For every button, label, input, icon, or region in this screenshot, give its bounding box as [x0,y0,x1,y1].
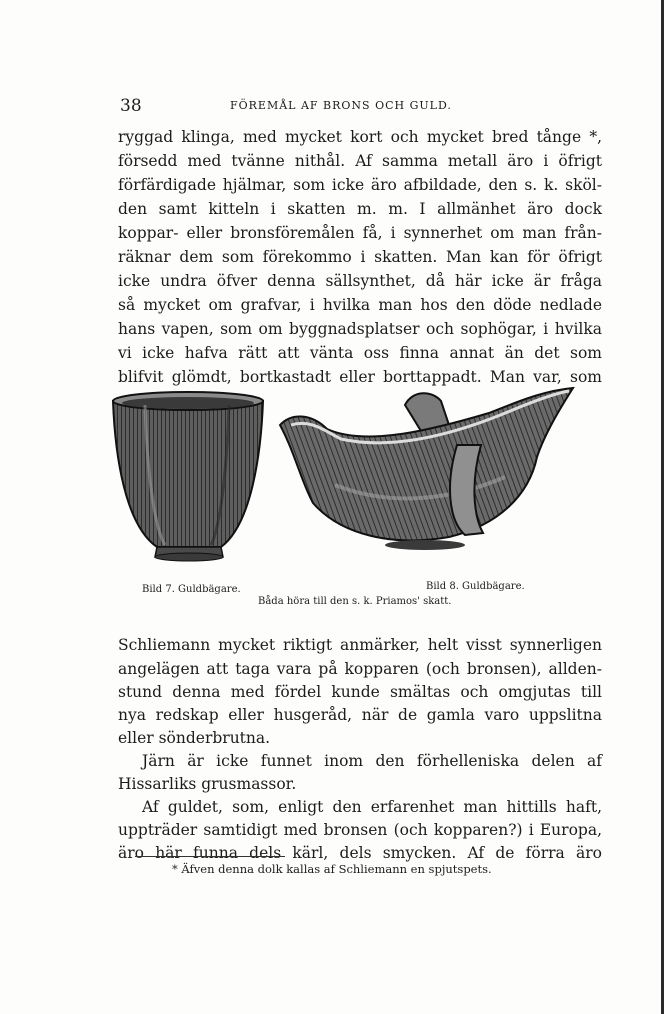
figure-gold-cups [105,385,605,607]
text-line: icke undra öfver denna sällsynthet, då här icke är fråga [118,272,602,290]
text-line: den samt kitteln i skatten m. m. I allmänhet äro dock [118,200,602,218]
text-line: uppträder samtidigt med bronsen (och kopparen?) i Europa, [118,821,602,839]
text-line: vi icke hafva rätt att vänta oss finna annat än det som [118,344,602,362]
cup-illustration [113,392,263,561]
text-line: angelägen att taga vara på kopparen (och bronsen), allden- [118,660,602,678]
text-line: räknar dem som förekommo i skatten. Man kan för öfrigt [118,248,602,266]
text-line: eller sönderbrutna. [118,729,271,747]
text-line: koppar- eller bronsföremålen få, i synnerhet om man från- [118,224,602,242]
text-line: ryggad klinga, med mycket kort och mycket bred tånge *, [118,128,602,146]
text-line: förfärdigade hjälmar, som icke äro afbildade, den s. k. sköl- [118,176,602,194]
text-line: så mycket om grafvar, i hvilka man hos den döde nedlade [118,296,602,314]
text-line: nya redskap eller husgeråd, när de gamla varo uppslitna [118,706,602,724]
footnote-divider [135,856,285,857]
text-line: äro här funna dels kärl, dels smycken. Af de förra äro [118,844,602,862]
figure-illustration [105,385,605,585]
text-line: Hissarliks grusmassor. [118,775,297,793]
text-line: hans vapen, som om byggnadsplatser och sophögar, i hvilka [118,320,602,338]
text-line: försedd med tvänne nithål. Af samma metall äro i öfrigt [118,152,602,170]
footnote: * Äfven denna dolk kallas af Schliemann en spjutspets. [172,862,492,876]
caption-shared: Båda höra till den s. k. Priamos' skatt. [258,596,452,607]
page-header [120,96,600,116]
running-head: FÖREMÅL AF BRONS OCH GULD. [230,99,452,112]
text-line: Schliemann mycket riktigt anmärker, helt visst synnerligen [118,636,602,654]
caption-bild-8: Bild 8. Guldbägare. [426,581,525,592]
text-line: stund denna med fördel kunde smältas och omgjutas till [118,683,602,701]
caption-bild-7: Bild 7. Guldbägare. [142,584,241,595]
text-line: Af guldet, som, enligt den erfarenhet man hittills haft, [142,798,602,816]
boat-cup-illustration [280,388,573,550]
page-number: 38 [120,96,142,116]
text-line: blifvit glömdt, bortkastadt eller borttappadt. Man var, som [118,368,602,386]
text-line: Järn är icke funnet inom den förhelleniska delen af [142,752,602,770]
